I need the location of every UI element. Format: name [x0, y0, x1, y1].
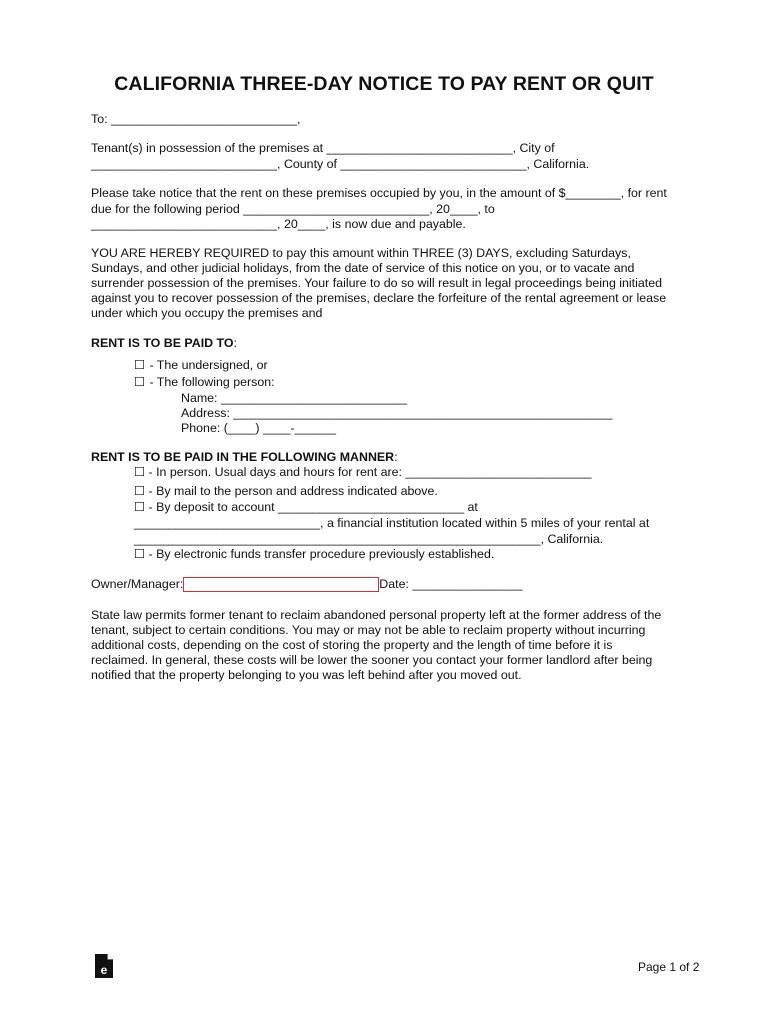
payee-name-line: Name: ___________________________	[181, 391, 407, 405]
to-line: To: ___________________________,	[91, 112, 301, 126]
option-following-person	[134, 375, 734, 391]
manner-heading-colon: :	[394, 450, 398, 464]
page-number: Page 1 of 2	[638, 960, 700, 974]
state-law-line-5: notified that the property belonging to you was left behind after you moved out.	[91, 668, 522, 682]
svg-text:e: e	[100, 963, 108, 977]
state-law-line-4: reclaimed. In general, these costs will be lower the sooner you contact your former landlord after being	[91, 653, 653, 667]
required-line-5: under which you occupy the premises and	[91, 306, 323, 320]
paid-to-heading-colon: :	[233, 336, 237, 350]
required-line-3: surrender possession of the premises. Your failure to do so will result in legal proceedings being initiated	[91, 276, 662, 290]
payee-address-line: Address: _______________________________________________________	[181, 406, 613, 420]
tenant-line-2: ___________________________, County of ___________________________, California.	[91, 157, 590, 171]
required-line-1: YOU ARE HEREBY REQUIRED to pay this amount within THREE (3) DAYS, excluding Saturdays,	[91, 246, 631, 260]
option-undersigned	[134, 358, 734, 374]
notice-line-1: Please take notice that the rent on these premises occupied by you, in the amount of $________, for rent	[91, 186, 667, 200]
deposit-line-3: ___________________________________________________________, California.	[134, 532, 604, 546]
checkbox-icon[interactable]: ☐	[134, 375, 146, 389]
signature-row	[91, 577, 691, 593]
eforms-logo-icon	[94, 953, 114, 979]
option-in-person[interactable]: ☐ - In person. Usual days and hours for rent are: ___________________________	[134, 465, 592, 479]
state-law-line-3: additional costs, depending on the cost of storing the property and the length of time before it is	[91, 638, 613, 652]
document-title: CALIFORNIA THREE-DAY NOTICE TO PAY RENT OR QUIT	[114, 73, 654, 95]
date-label: Date: ________________	[379, 577, 523, 591]
state-law-line-2: tenant, subject to certain conditions. You may or may not be able to reclaim property without incurring	[91, 623, 646, 637]
manner-heading	[91, 450, 691, 466]
deposit-line-2: ___________________________, a financial institution located within 5 miles of your rental at	[134, 516, 650, 530]
option-deposit[interactable]: ☐ - By deposit to account ___________________________ at	[134, 500, 478, 514]
paid-to-heading	[91, 336, 691, 352]
notice-line-3: ___________________________, 20____, is now due and payable.	[91, 217, 466, 231]
checkbox-icon[interactable]: ☐	[134, 358, 146, 372]
notice-line-2: due for the following period ___________________________, 20____, to	[91, 202, 495, 216]
manner-heading-text: RENT IS TO BE PAID IN THE FOLLOWING MANNER	[91, 450, 395, 464]
required-line-4: against you to recover possession of the premises, declare the forfeiture of the rental agreement or lease	[91, 291, 667, 305]
state-law-line-1: State law permits former tenant to reclaim abandoned personal property left at the former address of the	[91, 608, 662, 622]
owner-manager-label: Owner/Manager:	[91, 577, 184, 591]
option-undersigned-label: - The undersigned, or	[146, 358, 268, 372]
owner-signature-field[interactable]	[183, 577, 379, 592]
tenant-line-1: Tenant(s) in possession of the premises at ___________________________, City of	[91, 141, 555, 155]
paid-to-heading-text: RENT IS TO BE PAID TO	[91, 336, 234, 350]
option-by-mail[interactable]: ☐ - By mail to the person and address indicated above.	[134, 484, 438, 498]
option-eft[interactable]: ☐ - By electronic funds transfer procedure previously established.	[134, 547, 495, 561]
payee-phone-line: Phone: (____) ____-______	[181, 421, 337, 435]
option-following-person-label: - The following person:	[146, 375, 275, 389]
required-line-2: Sundays, and other judicial holidays, from the date of service of this notice on you, or to vacate and	[91, 261, 635, 275]
